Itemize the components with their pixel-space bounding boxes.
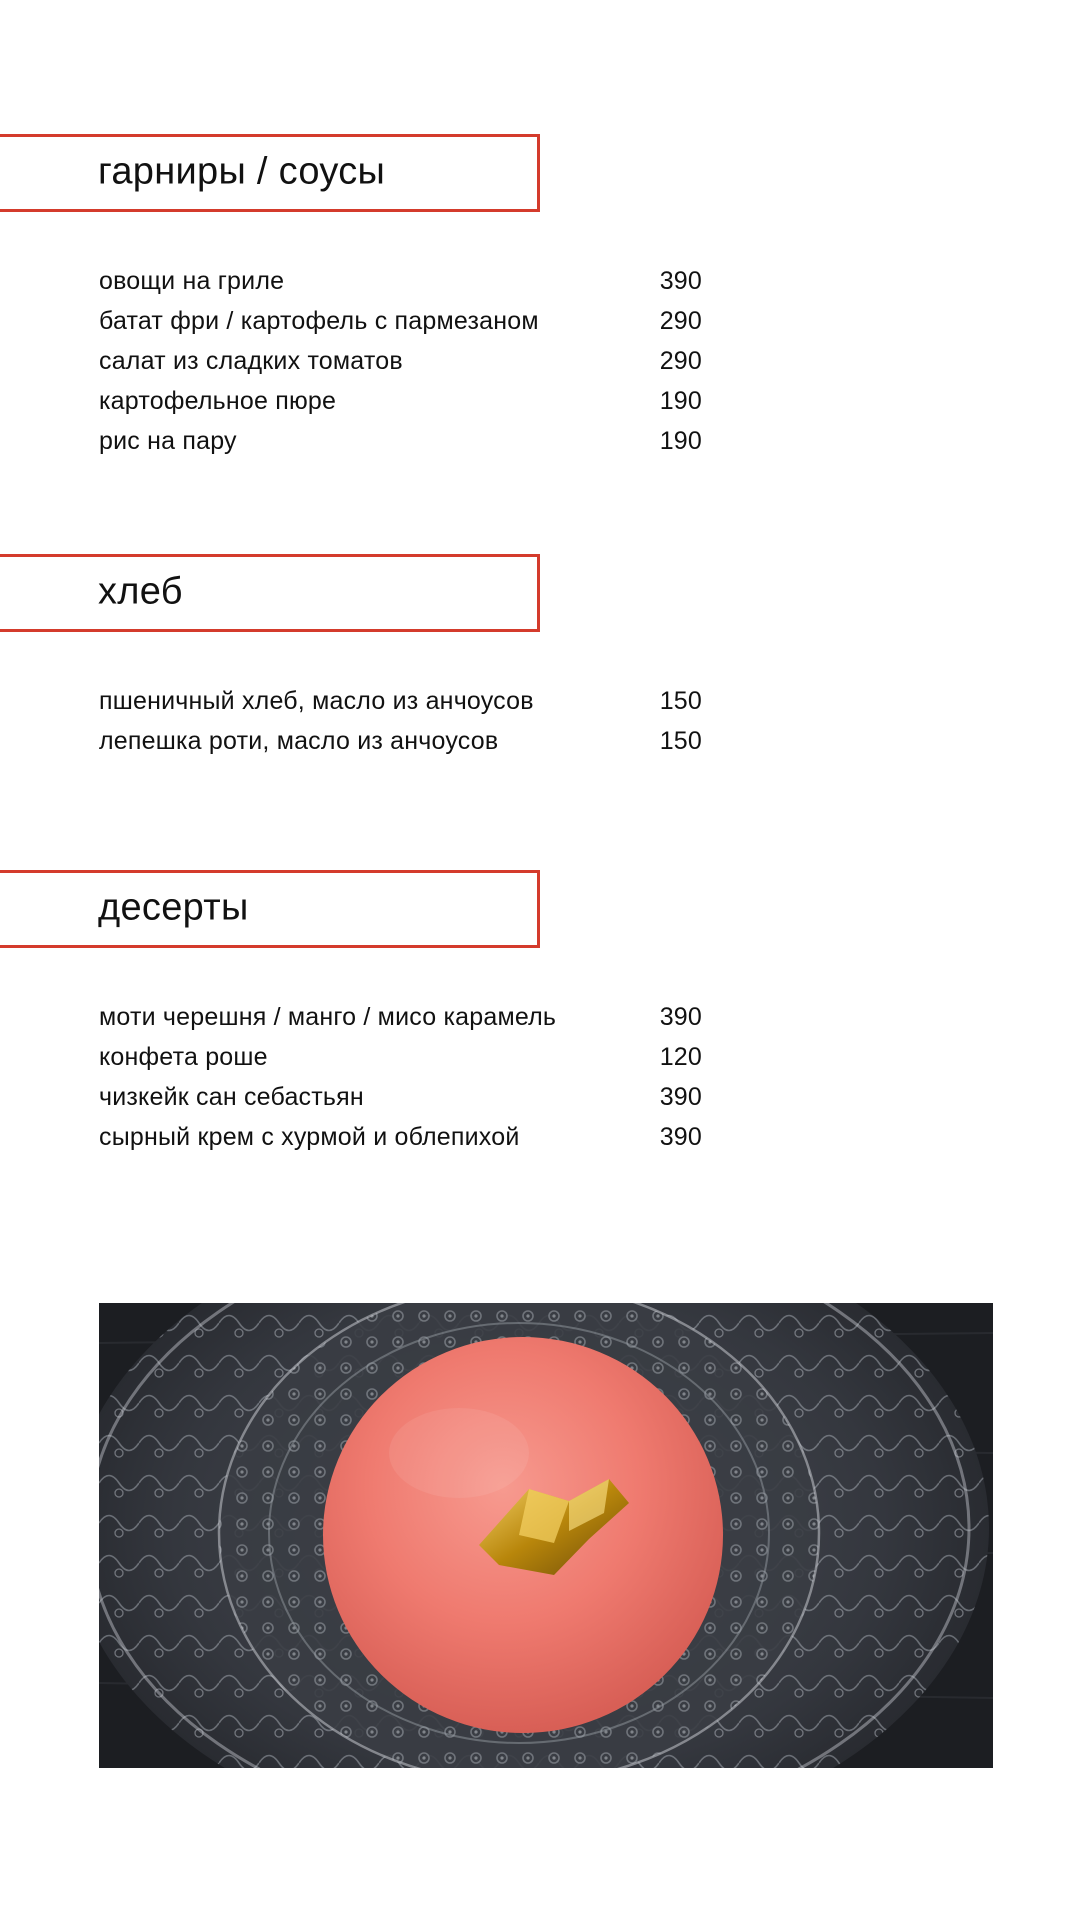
menu-item <box>99 1037 702 1077</box>
item-price: 150 <box>659 687 702 715</box>
item-price: 390 <box>659 267 702 295</box>
menu-item <box>99 421 702 461</box>
item-price: 390 <box>659 1003 702 1031</box>
section-header-desserts <box>0 870 540 948</box>
section-title: гарниры / соусы <box>98 150 386 193</box>
menu-item <box>99 997 702 1037</box>
item-name: пшеничный хлеб, масло из анчоусов <box>99 687 534 715</box>
item-price: 290 <box>659 307 702 335</box>
menu-item <box>99 681 702 721</box>
menu-item <box>99 341 702 381</box>
menu-list-bread <box>99 681 702 761</box>
item-name: сырный крем с хурмой и облепихой <box>99 1123 520 1151</box>
item-price: 390 <box>659 1083 702 1111</box>
menu-item <box>99 261 702 301</box>
item-name: моти черешня / манго / мисо карамель <box>99 1003 557 1031</box>
menu-item <box>99 301 702 341</box>
item-name: салат из сладких томатов <box>99 347 403 375</box>
section-header-bread <box>0 554 540 632</box>
item-price: 190 <box>659 387 702 415</box>
item-name: рис на пару <box>99 427 237 455</box>
menu-item <box>99 1117 702 1157</box>
menu-list-garnishes <box>99 261 702 461</box>
item-name: конфета роше <box>99 1043 268 1071</box>
section-title: хлеб <box>98 570 183 613</box>
item-name: чизкейк сан себастьян <box>99 1083 364 1111</box>
section-title: десерты <box>98 886 249 929</box>
item-price: 120 <box>659 1043 702 1071</box>
menu-item <box>99 381 702 421</box>
item-name: овощи на гриле <box>99 267 285 295</box>
item-price: 190 <box>659 427 702 455</box>
mochi-illustration <box>99 1303 993 1768</box>
item-price: 150 <box>659 727 702 755</box>
item-price: 390 <box>659 1123 702 1151</box>
menu-item <box>99 1077 702 1117</box>
item-name: картофельное пюре <box>99 387 337 415</box>
item-name: батат фри / картофель с пармезаном <box>99 307 539 335</box>
menu-list-desserts <box>99 997 702 1157</box>
item-price: 290 <box>659 347 702 375</box>
section-header-garnishes <box>0 134 540 212</box>
menu-item <box>99 721 702 761</box>
item-name: лепешка роти, масло из анчоусов <box>99 727 499 755</box>
dessert-photo <box>99 1303 993 1768</box>
